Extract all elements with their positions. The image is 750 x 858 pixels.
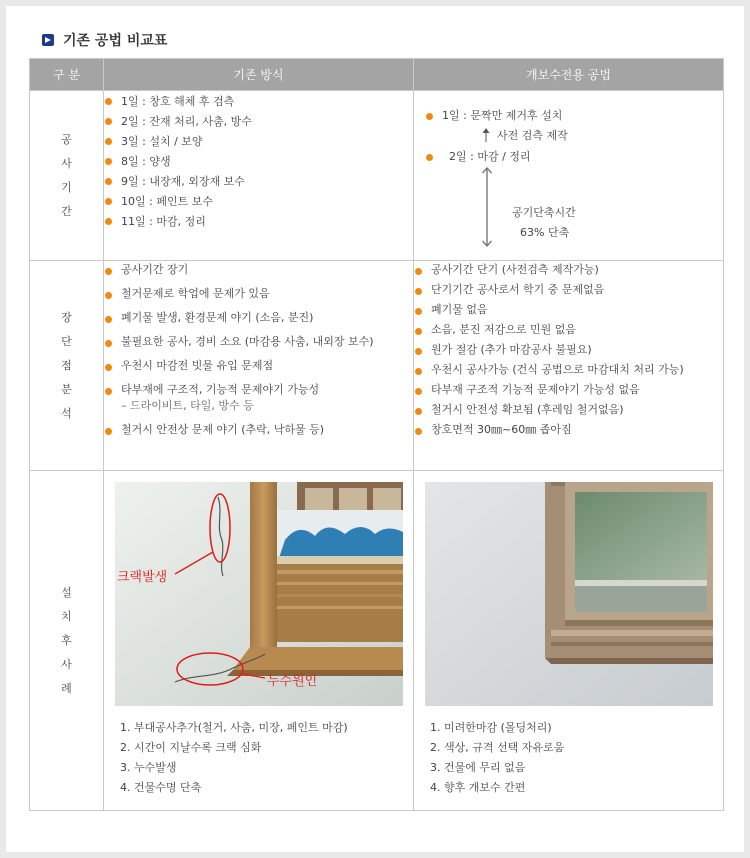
header-existing: 기존 방식: [104, 59, 414, 91]
new-merits-cell: [414, 261, 724, 471]
crack-label: 크랙발생: [117, 570, 168, 585]
new-case-photo: [425, 482, 713, 706]
list-item: 철거문제로 학업에 문제가 있음: [105, 286, 412, 302]
row-merits: [30, 261, 724, 471]
list-item: 소음, 분진 저감으로 민원 없음: [415, 322, 722, 338]
existing-merits-list: [105, 262, 412, 438]
new-cases-cell: [414, 471, 724, 811]
list-item: 9일 : 내장재, 외장재 보수: [105, 172, 412, 192]
category-merits: 장 단 점 분 석: [30, 261, 104, 471]
list-item: 폐기물 발생, 환경문제 야기 (소음, 분진): [105, 310, 412, 326]
leak-label: 누수원인: [267, 674, 318, 689]
header-category: 구 분: [30, 59, 104, 91]
list-item: 철거시 안전성 확보됨 (후레임 철거없음): [415, 402, 722, 418]
list-item: 2. 색상, 규격 선택 자유로움: [430, 741, 565, 754]
saving-label: 공기단축시간: [512, 206, 576, 219]
header-new: 개보수전용 공법: [414, 59, 724, 91]
list-item: 1. 부대공사추가(철거, 사춤, 미장, 페인트 마감): [120, 721, 348, 734]
header-row: [30, 59, 724, 91]
list-item: 3일 : 설치 / 보양: [105, 132, 412, 152]
list-item: 타부재에 구조적, 기능적 문제야기 가능성 – 드라이비트, 타일, 방수 등: [105, 382, 412, 414]
section-heading: [42, 30, 167, 50]
list-item: 불필요한 공사, 경비 소요 (마감용 사춤, 내외장 보수): [105, 334, 412, 350]
list-item: 폐기물 없음: [415, 302, 722, 318]
list-item: 1. 미려한마감 (몰딩처리): [430, 721, 552, 734]
list-item: 3. 건물에 무리 없음: [430, 761, 526, 774]
list-item: 3. 누수발생: [120, 761, 177, 774]
existing-period-cell: [104, 91, 414, 261]
list-item: 1일 : 문짝만 제거후 설치: [426, 107, 562, 123]
new-merits-list: [415, 262, 722, 438]
list-item: 창호면적 30㎜~60㎜ 좁아짐: [415, 422, 722, 438]
row-cases: [30, 471, 724, 811]
list-item: 철거시 안전상 문제 야기 (추락, 낙하물 등): [105, 422, 412, 438]
list-item: 2일 : 마감 / 정리: [426, 148, 531, 164]
list-item: 우천시 공사가능 (건식 공법으로 마감대치 처리 가능): [415, 362, 722, 378]
existing-period-list: [105, 92, 412, 232]
list-item: 8일 : 양생: [105, 152, 412, 172]
arrow-square-icon: [42, 34, 54, 46]
existing-cases-cell: [104, 471, 414, 811]
list-item: 원가 절감 (추가 마감공사 불필요): [415, 342, 722, 358]
existing-cases-list: [105, 706, 412, 798]
list-item: 11일 : 마감, 정리: [105, 212, 412, 232]
list-item: 타부재 구조적 기능적 문제야기 가능성 없음: [415, 382, 722, 398]
category-cases: 설 치 후 사 례: [30, 471, 104, 811]
new-cases-list: [415, 706, 722, 798]
existing-case-photo: [115, 482, 403, 706]
list-item: 2. 시간이 지날수록 크랙 심화: [120, 741, 262, 754]
double-arrow-icon: [482, 167, 492, 247]
list-item: 1일 : 창호 해체 후 검측: [105, 92, 412, 112]
row-period: [30, 91, 724, 261]
list-item: 우천시 마감전 빗물 유입 문제점: [105, 358, 412, 374]
page-title: 기존 공법 비교표: [63, 33, 168, 49]
list-item: 4. 향후 개보수 간편: [430, 781, 526, 794]
existing-merits-cell: [104, 261, 414, 471]
saving-value: 63% 단축: [520, 226, 570, 239]
list-item: 2일 : 잔재 처리, 사춤, 방수: [105, 112, 412, 132]
list-item: 공사기간 장기: [105, 262, 412, 278]
list-item: 공사기간 단기 (사전검측 제작가능): [415, 262, 722, 278]
page: [6, 6, 744, 852]
up-arrow-icon: [481, 128, 491, 142]
list-item: 단기기간 공사로서 학기 중 문제없음: [415, 282, 722, 298]
list-item: 10일 : 페인트 보수: [105, 192, 412, 212]
comparison-table: [29, 58, 724, 811]
list-item: 4. 건물수명 단축: [120, 781, 202, 794]
pre-measure-note: 사전 검측 제작: [497, 129, 568, 142]
new-period-cell: [414, 91, 724, 261]
category-period: 공 사 기 간: [30, 91, 104, 261]
